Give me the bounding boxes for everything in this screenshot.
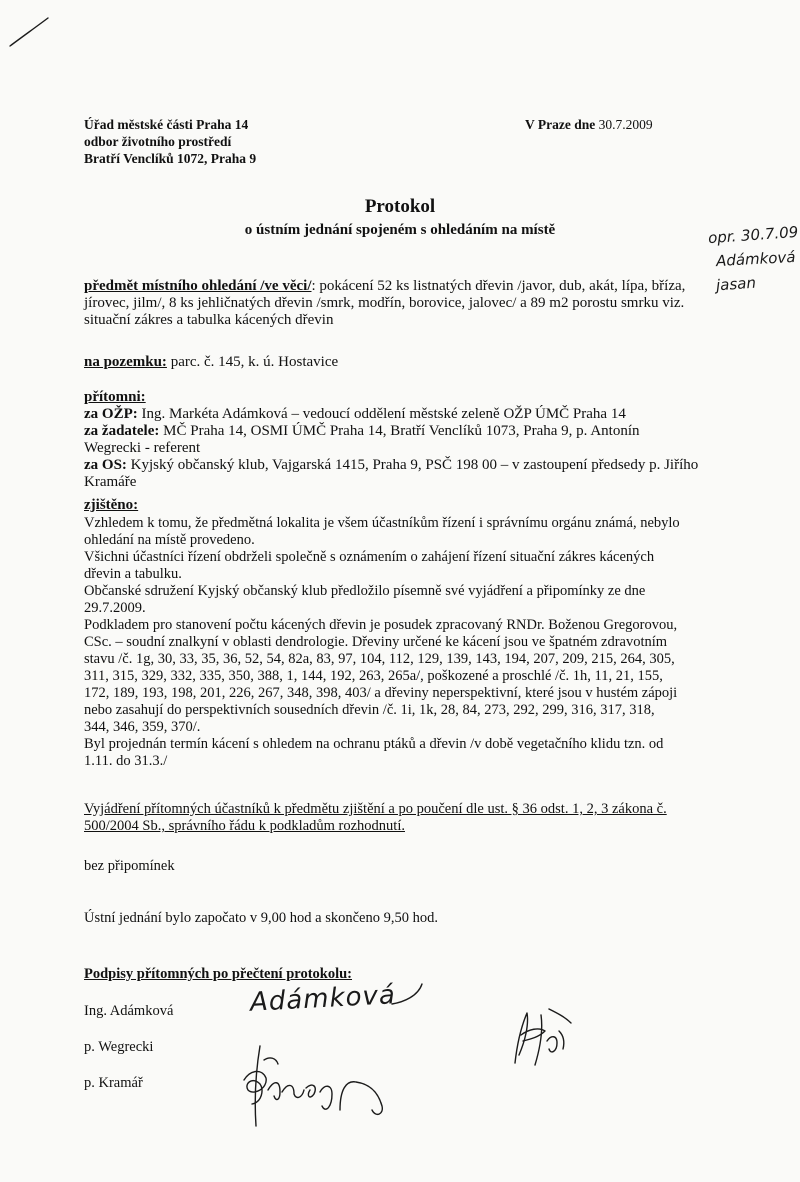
signature-name-wegrecki: p. Wegrecki — [84, 1039, 154, 1055]
statement-response: bez připomínek — [84, 858, 175, 874]
margin-note-date: opr. 30.7.09 — [707, 222, 799, 248]
applicant-label: za žadatele: — [84, 423, 160, 439]
findings-line: Byl projednán termín kácení s ohledem na ochranu ptáků a dřevin /v době vegetačního klidu tzn. od — [84, 736, 664, 752]
office-line-3: Bratří Venclíků 1072, Praha 9 — [84, 151, 257, 166]
document-subtitle: o ústním jednání spojeném s ohledáním na místě — [244, 222, 556, 238]
ozp-value: Ing. Markéta Adámková – vedoucí oddělení městské zeleně OŽP ÚMČ Praha 14 — [137, 406, 626, 422]
office-line-2: odbor životního prostředí — [84, 134, 232, 149]
subject-line-1: : pokácení 52 ks listnatých dřevin /javor, dub, akát, lípa, bříza, — [311, 278, 686, 294]
findings-line: 1.11. do 31.3./ — [84, 753, 168, 769]
parcel-label: na pozemku: — [84, 354, 167, 370]
ozp-label: za OŽP: — [84, 406, 138, 422]
subject-label: předmět místního ohledání /ve věci/ — [84, 278, 312, 294]
office-line-1: Úřad městské části Praha 14 — [84, 117, 249, 132]
findings-line: 311, 315, 329, 332, 335, 350, 388, 1, 144, 192, 263, 265a/, poškozené a proschlé /č. 1h, 11, 21, 155, — [84, 668, 663, 684]
findings-line: dřevin a tabulku. — [84, 566, 182, 582]
findings-line: 344, 346, 359, 370/. — [84, 719, 201, 735]
findings-line: 29.7.2009. — [84, 600, 146, 616]
findings-line: nebo zasahují do perspektivních sousedních dřevin /č. 1i, 1k, 28, 84, 273, 292, 299, 316, 317, 318, — [84, 702, 655, 718]
subject-block — [84, 278, 724, 329]
applicant-value-2: Wegrecki - referent — [84, 440, 201, 456]
findings-text — [84, 515, 734, 770]
statement-line-1: Vyjádření přítomných účastníků k předmětu zjištění a po poučení dle ust. § 36 odst. 1, 2, 3 zákona č. — [84, 801, 667, 817]
margin-note-name: Adámková — [715, 247, 796, 271]
signature-wegrecki — [505, 1005, 575, 1075]
findings-line: Podkladem pro stanovení počtu kácených dřevin je posudek zpracovaný RNDr. Boženou Gregorovou, — [84, 617, 678, 633]
document-title: Protokol — [364, 196, 436, 217]
findings-line: Občanské sdružení Kyjský občanský klub předložilo písemně své vyjádření a připomínky ze dne — [84, 583, 646, 599]
os-label: za OS: — [84, 457, 127, 473]
document-date — [525, 116, 653, 133]
present-label: přítomni: — [84, 389, 146, 405]
statement-line-2: 500/2004 Sb., správního řádu k podkladům rozhodnutí. — [84, 818, 405, 834]
statement-block — [84, 801, 667, 835]
signature-flourish-adamkova — [388, 980, 428, 1010]
signatures-heading: Podpisy přítomných po přečtení protokolu: — [84, 966, 353, 982]
os-value-2: Kramáře — [84, 474, 137, 490]
findings-line: Všichni účastníci řízení obdrželi společně s oznámením o zahájení řízení situační zákres kácených — [84, 549, 655, 565]
meeting-duration: Ústní jednání bylo započato v 9,00 hod a skončeno 9,50 hod. — [84, 910, 438, 926]
signature-name-adamkova: Ing. Adámková — [84, 1003, 174, 1019]
parcel-value: parc. č. 145, k. ú. Hostavice — [166, 354, 339, 370]
subject-line-2: jírovec, jilm/, 8 ks jehličnatých dřevin /smrk, modřín, borovice, jalovec/ a 89 m2 porostu smrku viz. — [84, 295, 685, 311]
date-label: V Praze dne — [525, 117, 596, 132]
handwritten-signature-adamkova: Adámková — [249, 980, 397, 1018]
pen-mark — [8, 15, 52, 49]
applicant-value-1: MČ Praha 14, OSMI ÚMČ Praha 14, Bratří Venclíků 1073, Praha 9, p. Antonín — [159, 423, 640, 439]
present-block — [84, 389, 724, 491]
os-value-1: Kyjský občanský klub, Vajgarská 1415, Praha 9, PSČ 198 00 – v zastoupení předsedy p. Jiřího — [126, 457, 699, 473]
subject-line-3: situační zákres a tabulka kácených dřevin — [84, 312, 334, 328]
findings-label: zjištěno: — [84, 497, 139, 513]
margin-note-addition: jasan — [715, 273, 757, 295]
office-address — [84, 116, 256, 167]
findings-line: CSc. – soudní znalkyní v oblasti dendrologie. Dřeviny určené ke kácení jsou ve špatném zdravotním — [84, 634, 668, 650]
findings-line: ohledání na místě provedeno. — [84, 532, 255, 548]
findings-line: Vzhledem k tomu, že předmětná lokalita je všem účastníkům řízení i správnímu orgánu známá, nebylo — [84, 515, 680, 531]
parcel-block — [84, 354, 338, 371]
findings-line: 172, 189, 193, 198, 201, 226, 267, 348, 398, 403/ a dřeviny neperspektivní, které jsou v hustém zápoji — [84, 685, 678, 701]
findings-line: stavu /č. 1g, 30, 33, 35, 36, 52, 54, 82a, 83, 97, 104, 112, 129, 139, 143, 194, 207, 209, 215, 264, 305, — [84, 651, 675, 667]
date-value: 30.7.2009 — [598, 117, 653, 132]
signature-kramar — [236, 1040, 396, 1130]
signature-name-kramar: p. Kramář — [84, 1075, 143, 1091]
